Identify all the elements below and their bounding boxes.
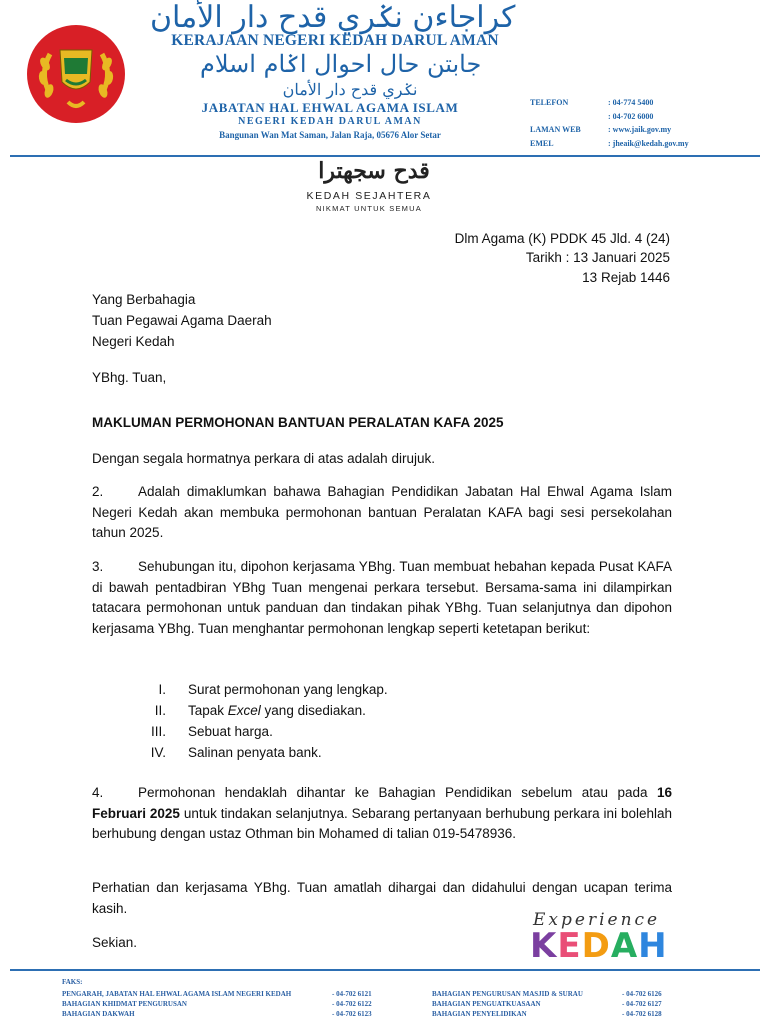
requirements-list — [130, 679, 530, 763]
contact-row — [530, 123, 760, 137]
list-text: Surat permohonan yang lengkap. — [188, 682, 388, 697]
contact-label: LAMAN WEB — [530, 125, 581, 135]
list-text — [188, 703, 366, 718]
contact-label: TELEFON — [530, 98, 569, 108]
contact-row — [530, 96, 760, 110]
footer-dept: BAHAGIAN KHIDMAT PENGURUSAN — [62, 1000, 187, 1008]
contact-value: : www.jaik.gov.my — [608, 125, 672, 135]
footer-row — [62, 1010, 402, 1018]
paragraph-number: 2. — [92, 484, 104, 499]
footer-dept: BAHAGIAN DAKWAH — [62, 1010, 135, 1018]
list-item — [130, 700, 530, 721]
hijri-date: 13 Rejab 1446 — [582, 270, 670, 285]
salutation: YBhg. Tuan, — [92, 370, 167, 385]
paragraph-5: Perhatian dan kerjasama YBhg. Tuan amatlah dihargai dan didahului dengan ucapan terima kasih. — [92, 880, 672, 916]
experience-kedah-logo — [530, 926, 668, 966]
footer-fax-number: - 04-702 6122 — [332, 1000, 372, 1008]
contact-row — [530, 110, 760, 124]
list-text-part: Tapak — [188, 703, 228, 718]
list-number: II. — [154, 703, 166, 718]
contact-block — [530, 96, 760, 150]
fax-label: FAKS: — [62, 978, 83, 986]
deadline-date: 16 Februari 2025 — [92, 785, 672, 821]
footer-row — [62, 990, 402, 998]
list-item — [130, 721, 530, 742]
footer-dept: PENGARAH, JABATAN HAL EHWAL AGAMA ISLAM NEGERI KEDAH — [62, 990, 292, 998]
paragraph-text: Sehubungan itu, dipohon kerjasama YBhg. Tuan membuat hebahan kepada Pusat KAFA di bawah pentadbiran YBhg Tuan mengenai perkara tersebut. Bersama-sama ini dilampirkan tatacara permohonan untuk panduan dan tindakan pihak YBhg. Tuan selanjutnya dan dipohon kerjasama YBhg. Tuan menghantar permohonan lengkap seperti ketetapan berikut: — [92, 559, 672, 636]
experience-script: Experience — [533, 910, 661, 930]
list-text: Salinan penyata bank. — [188, 745, 322, 760]
jawi-government-name: كراجاءن نݢري قدح دار الأمان — [150, 0, 516, 35]
paragraph-2 — [92, 482, 672, 544]
state-crest-logo — [26, 24, 126, 124]
closing: Sekian. — [92, 935, 138, 950]
recipient-line: Yang Berbahagia — [92, 292, 196, 307]
motto-subtitle: NIKMAT UNTUK SEMUA — [316, 204, 422, 213]
recipient-line: Tuan Pegawai Agama Daerah — [92, 313, 272, 328]
footer-fax-number: - 04-702 6126 — [622, 990, 662, 998]
footer-fax-number: - 04-702 6127 — [622, 1000, 662, 1008]
footer-fax-number: - 04-702 6123 — [332, 1010, 372, 1018]
paragraph-text: Permohonan hendaklah dihantar ke Bahagian Pendidikan sebelum atau pada — [138, 785, 648, 800]
logo-letter: A — [610, 926, 639, 966]
contact-value: : 04-774 5400 — [608, 98, 654, 108]
contact-row — [530, 137, 760, 151]
reference-number: Dlm Agama (K) PDDK 45 Jld. 4 (24) — [454, 231, 670, 246]
list-item — [130, 679, 530, 700]
footer-dept: BAHAGIAN PENYELIDIKAN — [432, 1010, 527, 1018]
logo-letter: K — [530, 926, 558, 966]
contact-value: : 04-702 6000 — [608, 111, 654, 121]
footer-fax-number: - 04-702 6121 — [332, 990, 372, 998]
footer-row — [62, 1000, 402, 1008]
list-text: Sebuat harga. — [188, 724, 273, 739]
logo-letter: E — [557, 926, 582, 966]
list-number: IV. — [150, 745, 166, 760]
state-name: NEGERI KEDAH DARUL AMAN — [238, 116, 422, 127]
department-name: JABATAN HAL EHWAL AGAMA ISLAM — [201, 100, 459, 115]
jawi-department-name: جابتن حال احوال اݢام اسلام — [200, 50, 482, 78]
paragraph-number: 4. — [92, 785, 104, 800]
logo-letter: H — [638, 926, 668, 966]
list-text-emphasis: Excel — [227, 703, 261, 718]
contact-label: EMEL — [530, 138, 554, 148]
footer-dept: BAHAGIAN PENGUATKUASAAN — [432, 1000, 541, 1008]
list-number: I. — [158, 682, 166, 697]
list-item — [130, 742, 530, 763]
footer-row — [432, 1000, 732, 1008]
logo-letter: D — [581, 926, 611, 966]
motto-jawi: قدح سجهترا — [318, 158, 430, 184]
paragraph-4 — [92, 783, 672, 845]
recipient-line: Negeri Kedah — [92, 334, 175, 349]
paragraph-text: untuk tindakan selanjutnya. Sebarang pertanyaan berhubung perkara ini bolehlah berhubung dengan ustaz Othman bin Mohamed di talian 019-5478936. — [92, 805, 672, 841]
paragraph-3 — [92, 557, 672, 639]
letter-subject: MAKLUMAN PERMOHONAN BANTUAN PERALATAN KAFA 2025 — [92, 415, 504, 430]
paragraph-number: 3. — [92, 559, 104, 574]
office-address: Bangunan Wan Mat Saman, Jalan Raja, 05676 Alor Setar — [219, 130, 441, 140]
motto-title: KEDAH SEJAHTERA — [306, 190, 432, 202]
list-number: III. — [150, 724, 166, 739]
jawi-state-name: نݢري قدح دار الأمان — [282, 80, 418, 99]
footer-row — [432, 1010, 732, 1018]
footer-dept: BAHAGIAN PENGURUSAN MASJID & SURAU — [432, 990, 583, 998]
footer-row — [432, 990, 732, 998]
letter-date: Tarikh : 13 Januari 2025 — [525, 250, 670, 265]
footer-fax-number: - 04-702 6128 — [622, 1010, 662, 1018]
government-name: KERAJAAN NEGERI KEDAH DARUL AMAN — [171, 32, 499, 49]
paragraph-text: Adalah dimaklumkan bahawa Bahagian Pendidikan Jabatan Hal Ehwal Agama Islam Negeri Kedah akan membuka permohonan bantuan Peralatan KAFA bagi sesi persekolahan tahun 2025. — [92, 484, 672, 540]
footer-divider — [10, 969, 760, 971]
paragraph-1: Dengan segala hormatnya perkara di atas adalah dirujuk. — [92, 451, 435, 466]
list-text-part: yang disediakan. — [260, 703, 366, 718]
header-divider — [10, 155, 760, 157]
contact-value: : jheaik@kedah.gov.my — [608, 138, 689, 148]
